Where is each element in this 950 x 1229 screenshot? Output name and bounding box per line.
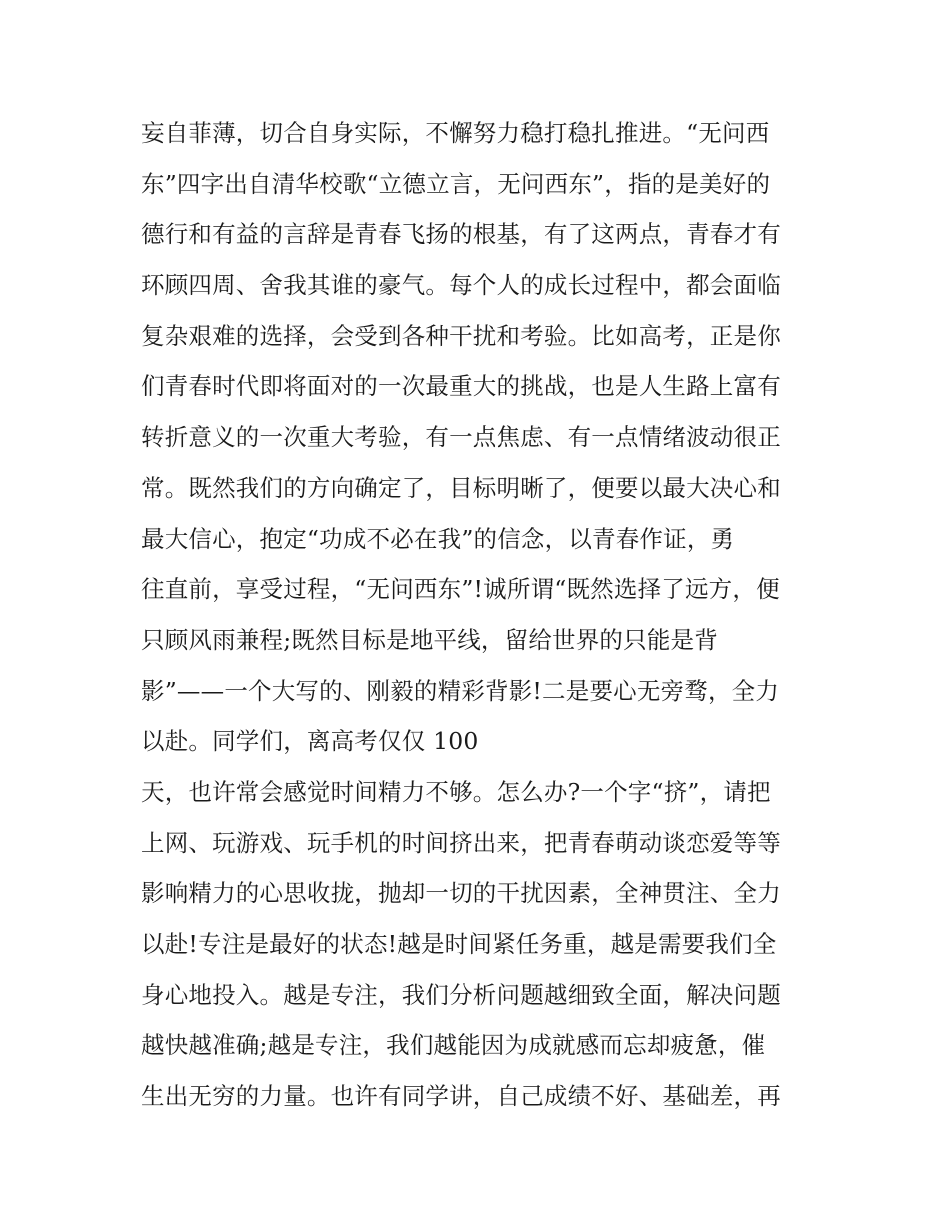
text-line: 环顾四周、舍我其谁的豪气。每个人的成长过程中，都会面临 bbox=[141, 271, 781, 300]
body-text bbox=[141, 108, 821, 1122]
text-line: 最大信心，抱定“功成不必在我”的信念，以青春作证，勇 bbox=[141, 524, 735, 553]
text-line: 越快越准确;越是专注，我们越能因为成就感而忘却疲惫，催 bbox=[141, 1031, 766, 1060]
text-line: 东”四字出自清华校歌“立德立言，无问西东”，指的是美好的 bbox=[141, 169, 771, 198]
text-line: 天，也许常会感觉时间精力不够。怎么办?一个字“挤”，请把 bbox=[141, 777, 771, 806]
text-line: 以赴!专注是最好的状态!越是时间紧任务重，越是需要我们全 bbox=[141, 930, 777, 958]
text-line: 德行和有益的言辞是青春飞扬的根基，有了这两点，青春才有 bbox=[141, 220, 781, 249]
text-line: 往直前，享受过程，“无问西东”!诚所谓“既然选择了远方，便 bbox=[141, 575, 780, 604]
text-line: 影响精力的心思收拢，抛却一切的干扰因素，全神贯注、全力 bbox=[141, 879, 781, 908]
text-line: 复杂艰难的选择，会受到各种干扰和考验。比如高考，正是你 bbox=[141, 321, 781, 350]
text-line: 妄自菲薄，切合自身实际，不懈努力稳打稳扎推进。“无问西 bbox=[141, 119, 770, 147]
text-line: 上网、玩游戏、玩手机的时间挤出来，把青春萌动谈恋爱等等 bbox=[141, 828, 781, 857]
text-line: 常。既然我们的方向确定了，目标明晰了，便要以最大决心和 bbox=[141, 473, 781, 502]
text-line: 生出无穷的力量。也许有同学讲，自己成绩不好、基础差，再 bbox=[141, 1082, 781, 1111]
text-line: 们青春时代即将面对的一次最重大的挑战，也是人生路上富有 bbox=[141, 372, 781, 401]
text-line: 影”——一个大写的、刚毅的精彩背影!二是要心无旁骛，全力 bbox=[141, 676, 780, 705]
text-line: 以赴。同学们，离高考仅仅 100 bbox=[141, 727, 479, 756]
text-line: 转折意义的一次重大考验，有一点焦虑、有一点情绪波动很正 bbox=[141, 423, 781, 452]
text-line: 只顾风雨兼程;既然目标是地平线，留给世界的只能是背 bbox=[141, 625, 718, 654]
text-line: 身心地投入。越是专注，我们分析问题越细致全面，解决问题 bbox=[141, 980, 781, 1009]
